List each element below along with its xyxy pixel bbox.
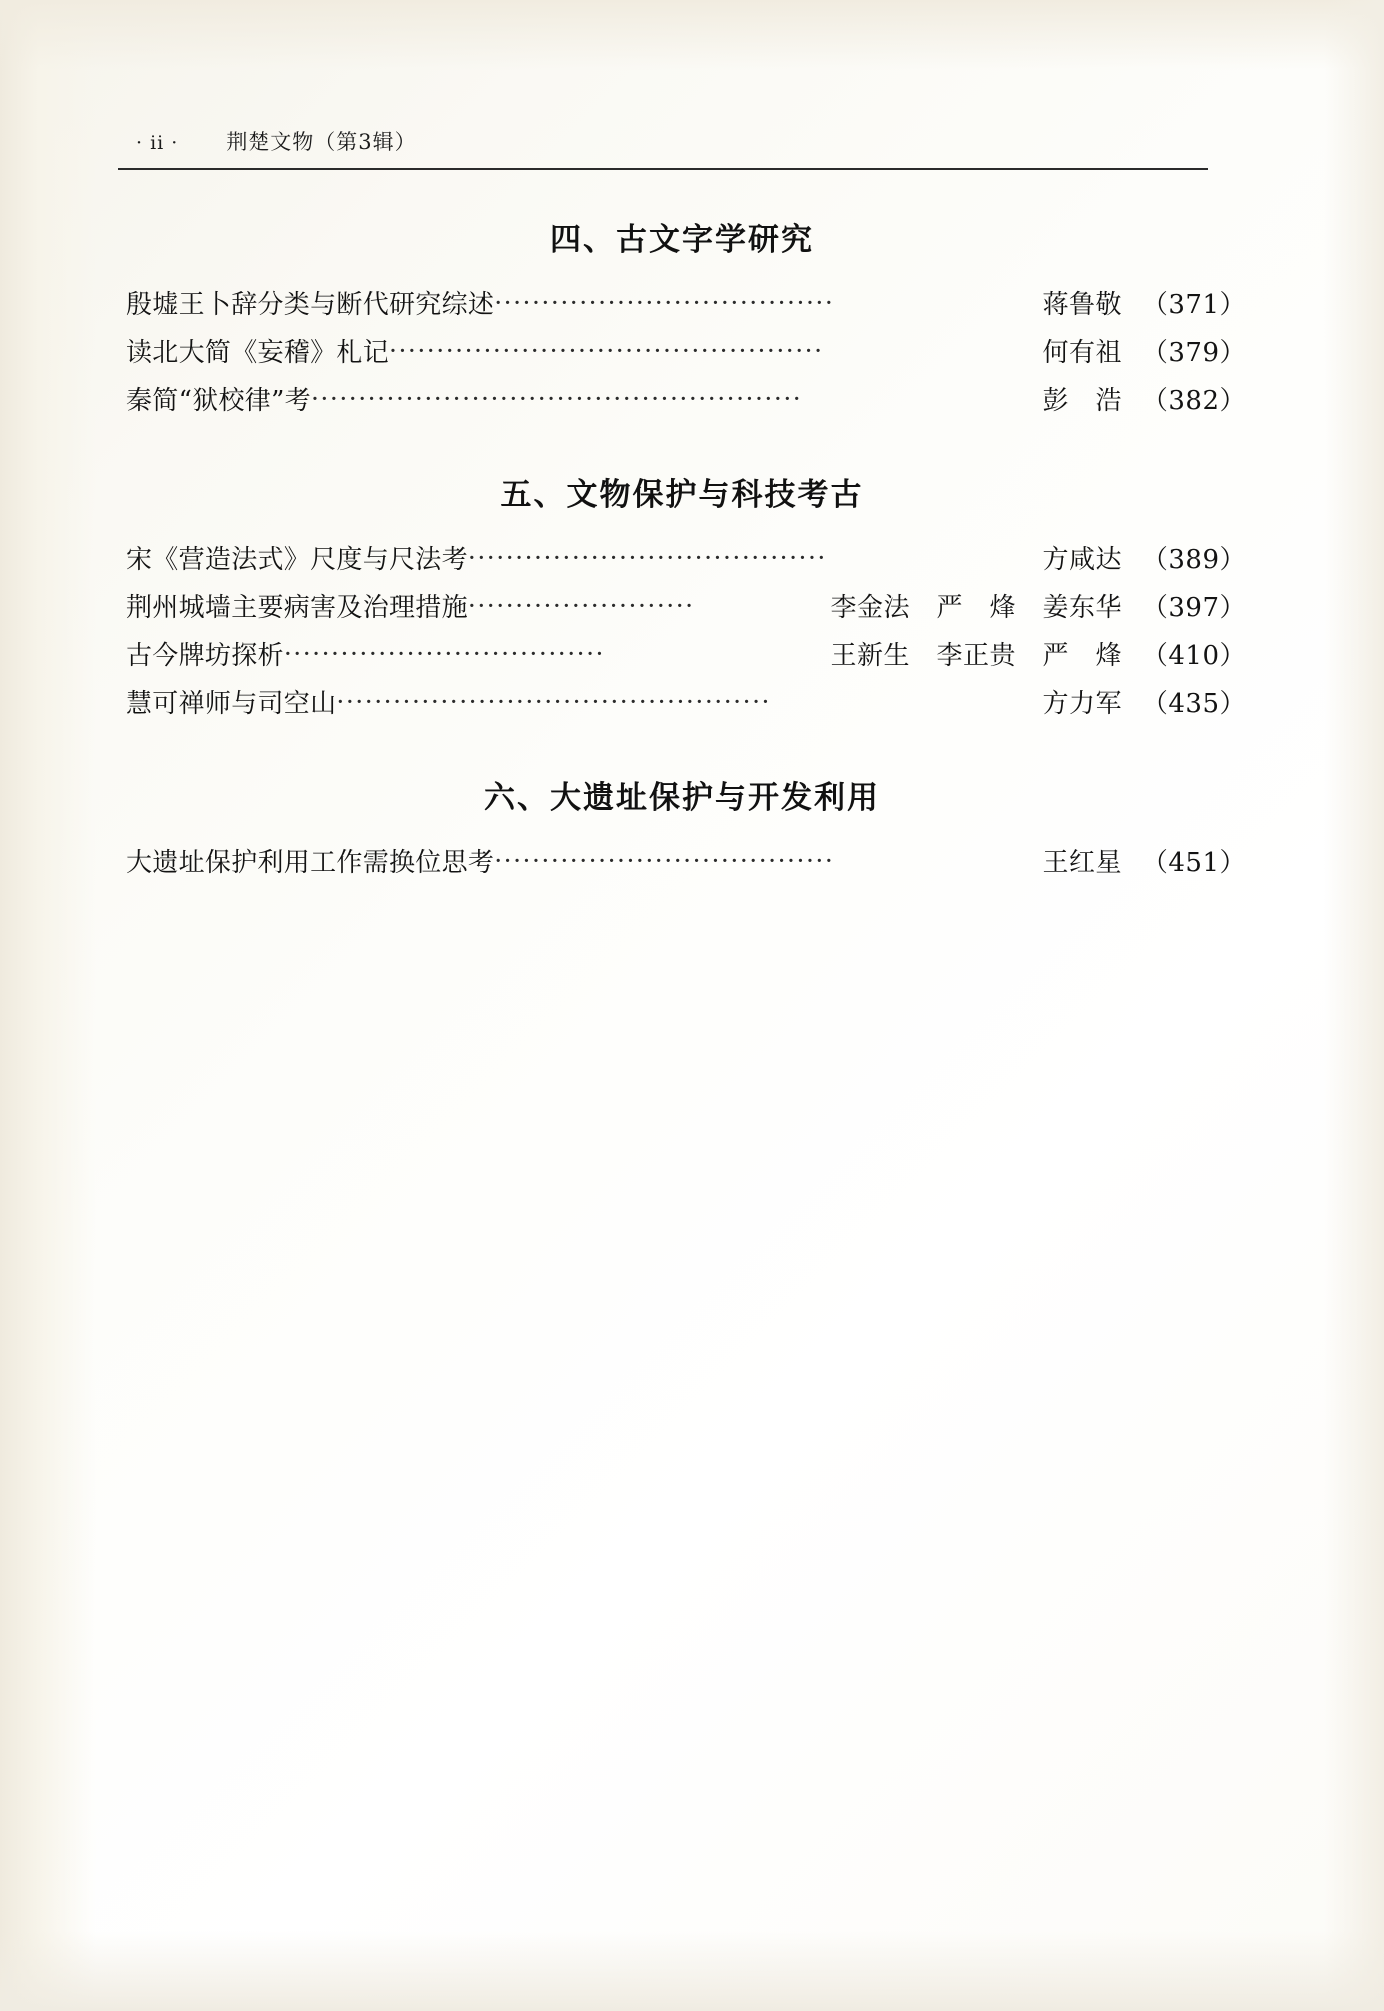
toc-entry-page: （382） (1141, 386, 1246, 416)
toc-entry[interactable] (118, 632, 1246, 680)
toc-list-section-5 (118, 536, 1246, 728)
page-folio: · ii · (136, 132, 179, 154)
toc-entry-authors: 李金法 严 烽 姜东华 (830, 593, 1122, 623)
toc-list-section-6 (118, 839, 1246, 887)
toc-entry-title: 大遗址保护利用工作需换位思考 (126, 848, 495, 878)
toc-entry-page: （451） (1141, 848, 1246, 878)
toc-entry-leader: ······································ (467, 545, 827, 570)
toc-entry-authors: 方咸达 (1042, 545, 1122, 575)
section-heading-5: 五、文物保护与科技考古 (500, 477, 864, 513)
section-heading-4: 四、古文字学研究 (550, 222, 814, 258)
toc-entry[interactable] (118, 536, 1246, 584)
toc-entry-leader: ···································· (494, 848, 835, 873)
toc-entry-leader: ·································· (283, 641, 606, 666)
toc-entry-title: 秦简“狱校律”考 (126, 386, 311, 416)
toc-entry-page: （389） (1141, 545, 1246, 575)
toc-entry-leader: ·············································· (336, 689, 771, 714)
toc-entry-page: （397） (1141, 593, 1246, 623)
book-title: 荆楚文物（第3辑） (226, 130, 417, 154)
running-head (118, 126, 1246, 156)
toc-entry-title: 荆州城墙主要病害及治理措施 (126, 593, 468, 623)
toc-entry-leader: ···································· (494, 290, 835, 315)
toc-entry[interactable] (118, 680, 1246, 728)
scan-shadow-right (1324, 0, 1384, 2011)
toc-entry[interactable] (118, 281, 1246, 329)
scan-shadow-left (0, 0, 96, 2011)
scan-shadow-bottom (0, 1931, 1384, 2011)
scan-shadow-top (0, 0, 1384, 70)
toc-entry-leader: ···················································· (310, 386, 803, 411)
toc-entry-title: 慧可禅师与司空山 (126, 689, 337, 719)
header-rule (118, 168, 1208, 170)
toc-entry-title: 读北大简《妄稽》札记 (126, 338, 390, 368)
toc-entry[interactable] (118, 329, 1246, 377)
toc-list-section-4 (118, 281, 1246, 425)
toc-entry-authors: 王红星 (1042, 848, 1122, 878)
toc-entry-authors: 彭 浩 (1042, 386, 1122, 416)
toc-entry-page: （435） (1141, 689, 1246, 719)
toc-entry-leader: ·············································· (389, 338, 824, 363)
toc-entry[interactable] (118, 839, 1246, 887)
page-content (118, 126, 1246, 887)
toc-entry-page: （379） (1141, 338, 1246, 368)
toc-entry-page: （371） (1141, 290, 1246, 320)
toc-entry-title: 古今牌坊探析 (126, 641, 284, 671)
toc-entry[interactable] (118, 584, 1246, 632)
toc-entry-page: （410） (1141, 641, 1246, 671)
section-heading-6: 六、大遗址保护与开发利用 (484, 780, 880, 816)
toc-entry-authors: 方力军 (1042, 689, 1122, 719)
toc-entry-authors: 蒋鲁敬 (1042, 290, 1122, 320)
toc-entry-authors: 王新生 李正贵 严 烽 (830, 641, 1122, 671)
toc-entry[interactable] (118, 377, 1246, 425)
toc-entry-leader: ························ (467, 593, 695, 618)
toc-entry-title: 宋《营造法式》尺度与尺法考 (126, 545, 468, 575)
toc-entry-authors: 何有祖 (1042, 338, 1122, 368)
toc-entry-title: 殷墟王卜辞分类与断代研究综述 (126, 290, 495, 320)
